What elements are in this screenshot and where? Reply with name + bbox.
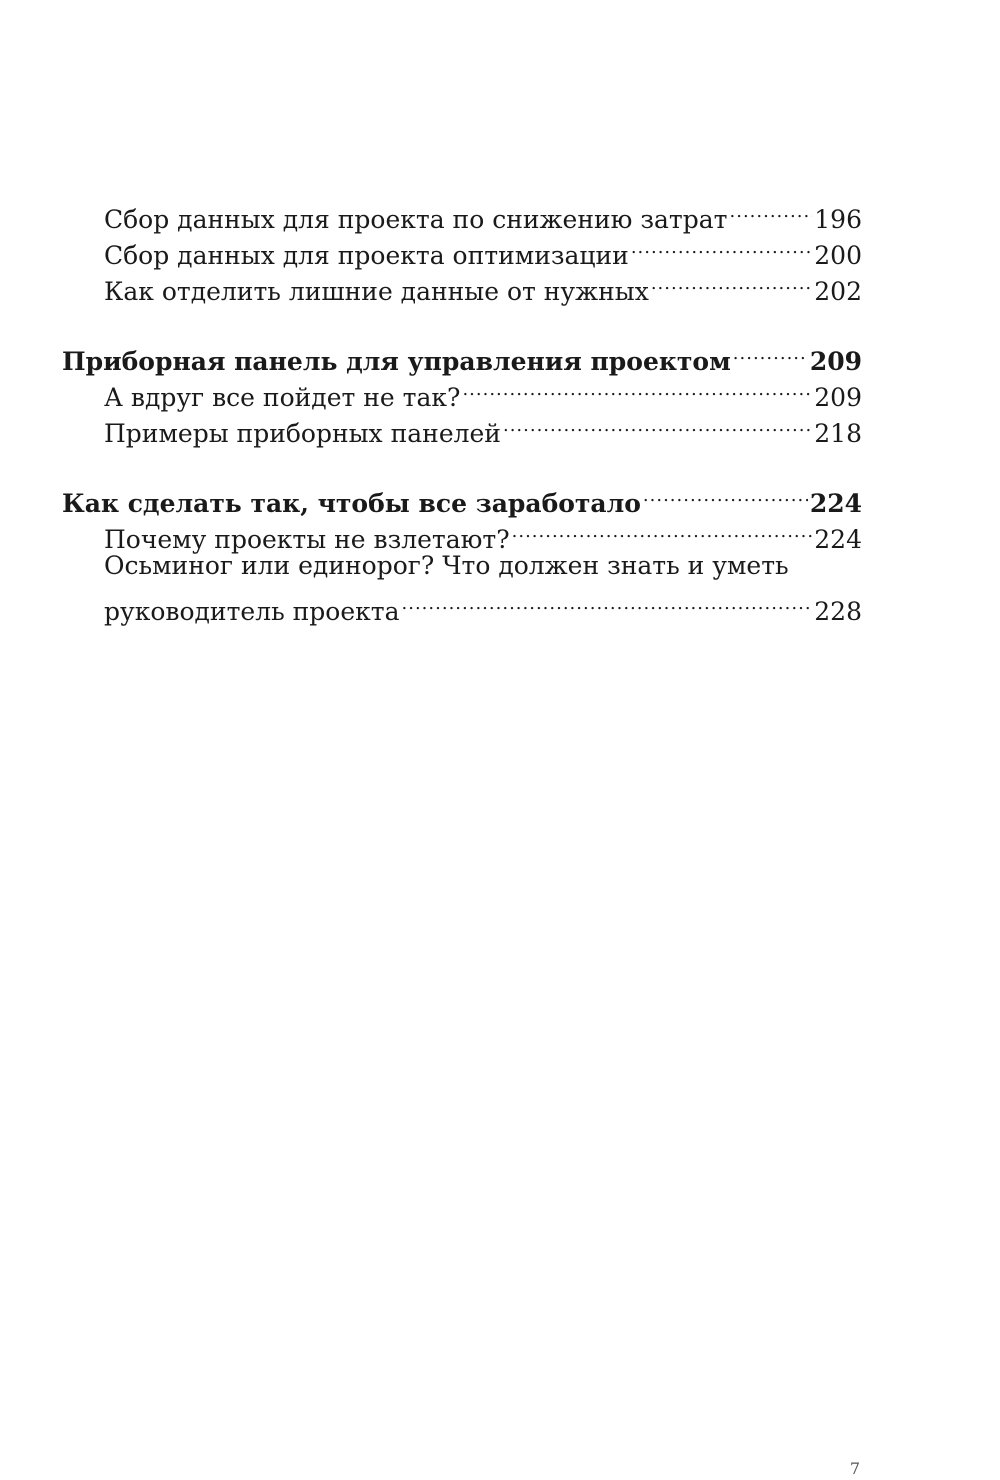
table-of-contents <box>62 192 862 626</box>
toc-entry-title-line1: Осьминог или единорог? Что должен знать и уметь <box>104 551 789 580</box>
dot-leader <box>651 264 812 300</box>
toc-chapter <box>62 334 862 376</box>
dot-leader <box>643 476 808 512</box>
toc-entry-page: 209 <box>814 383 862 412</box>
toc-chapter <box>62 476 862 518</box>
toc-entry-title: Сбор данных для проекта оптимизации <box>104 241 629 270</box>
toc-entry-page: 228 <box>814 597 862 626</box>
toc-entry-page: 218 <box>814 419 862 448</box>
toc-entry-title: Как отделить лишние данные от нужных <box>104 277 649 306</box>
dot-leader <box>730 192 813 228</box>
toc-entry-title-line2: руководитель проекта <box>104 597 400 626</box>
dot-leader <box>512 512 813 548</box>
toc-entry <box>62 192 862 234</box>
toc-chapter-title: Как сделать так, чтобы все заработало <box>62 489 641 518</box>
toc-entry-first-line <box>62 548 862 584</box>
page-number: 7 <box>849 1459 860 1478</box>
toc-entry-page: 196 <box>814 205 862 234</box>
toc-chapter-page: 224 <box>809 489 862 518</box>
dot-leader <box>733 334 808 370</box>
toc-entry-title: Сбор данных для проекта по снижению затрат <box>104 205 728 234</box>
toc-entry-page: 200 <box>814 241 862 270</box>
dot-leader <box>631 228 812 264</box>
toc-entry-title: А вдруг все пойдет не так? <box>104 383 461 412</box>
dot-leader <box>503 406 812 442</box>
toc-entry-title: Почему проекты не взлетают? <box>104 525 510 554</box>
toc-entry-title: Примеры приборных панелей <box>104 419 501 448</box>
toc-entry-page: 224 <box>814 525 862 554</box>
toc-chapter-title: Приборная панель для управления проектом <box>62 347 731 376</box>
toc-chapter-page: 209 <box>809 347 862 376</box>
toc-entry-page: 202 <box>814 277 862 306</box>
toc-entry <box>62 584 862 626</box>
dot-leader <box>402 584 813 620</box>
dot-leader <box>462 370 812 406</box>
